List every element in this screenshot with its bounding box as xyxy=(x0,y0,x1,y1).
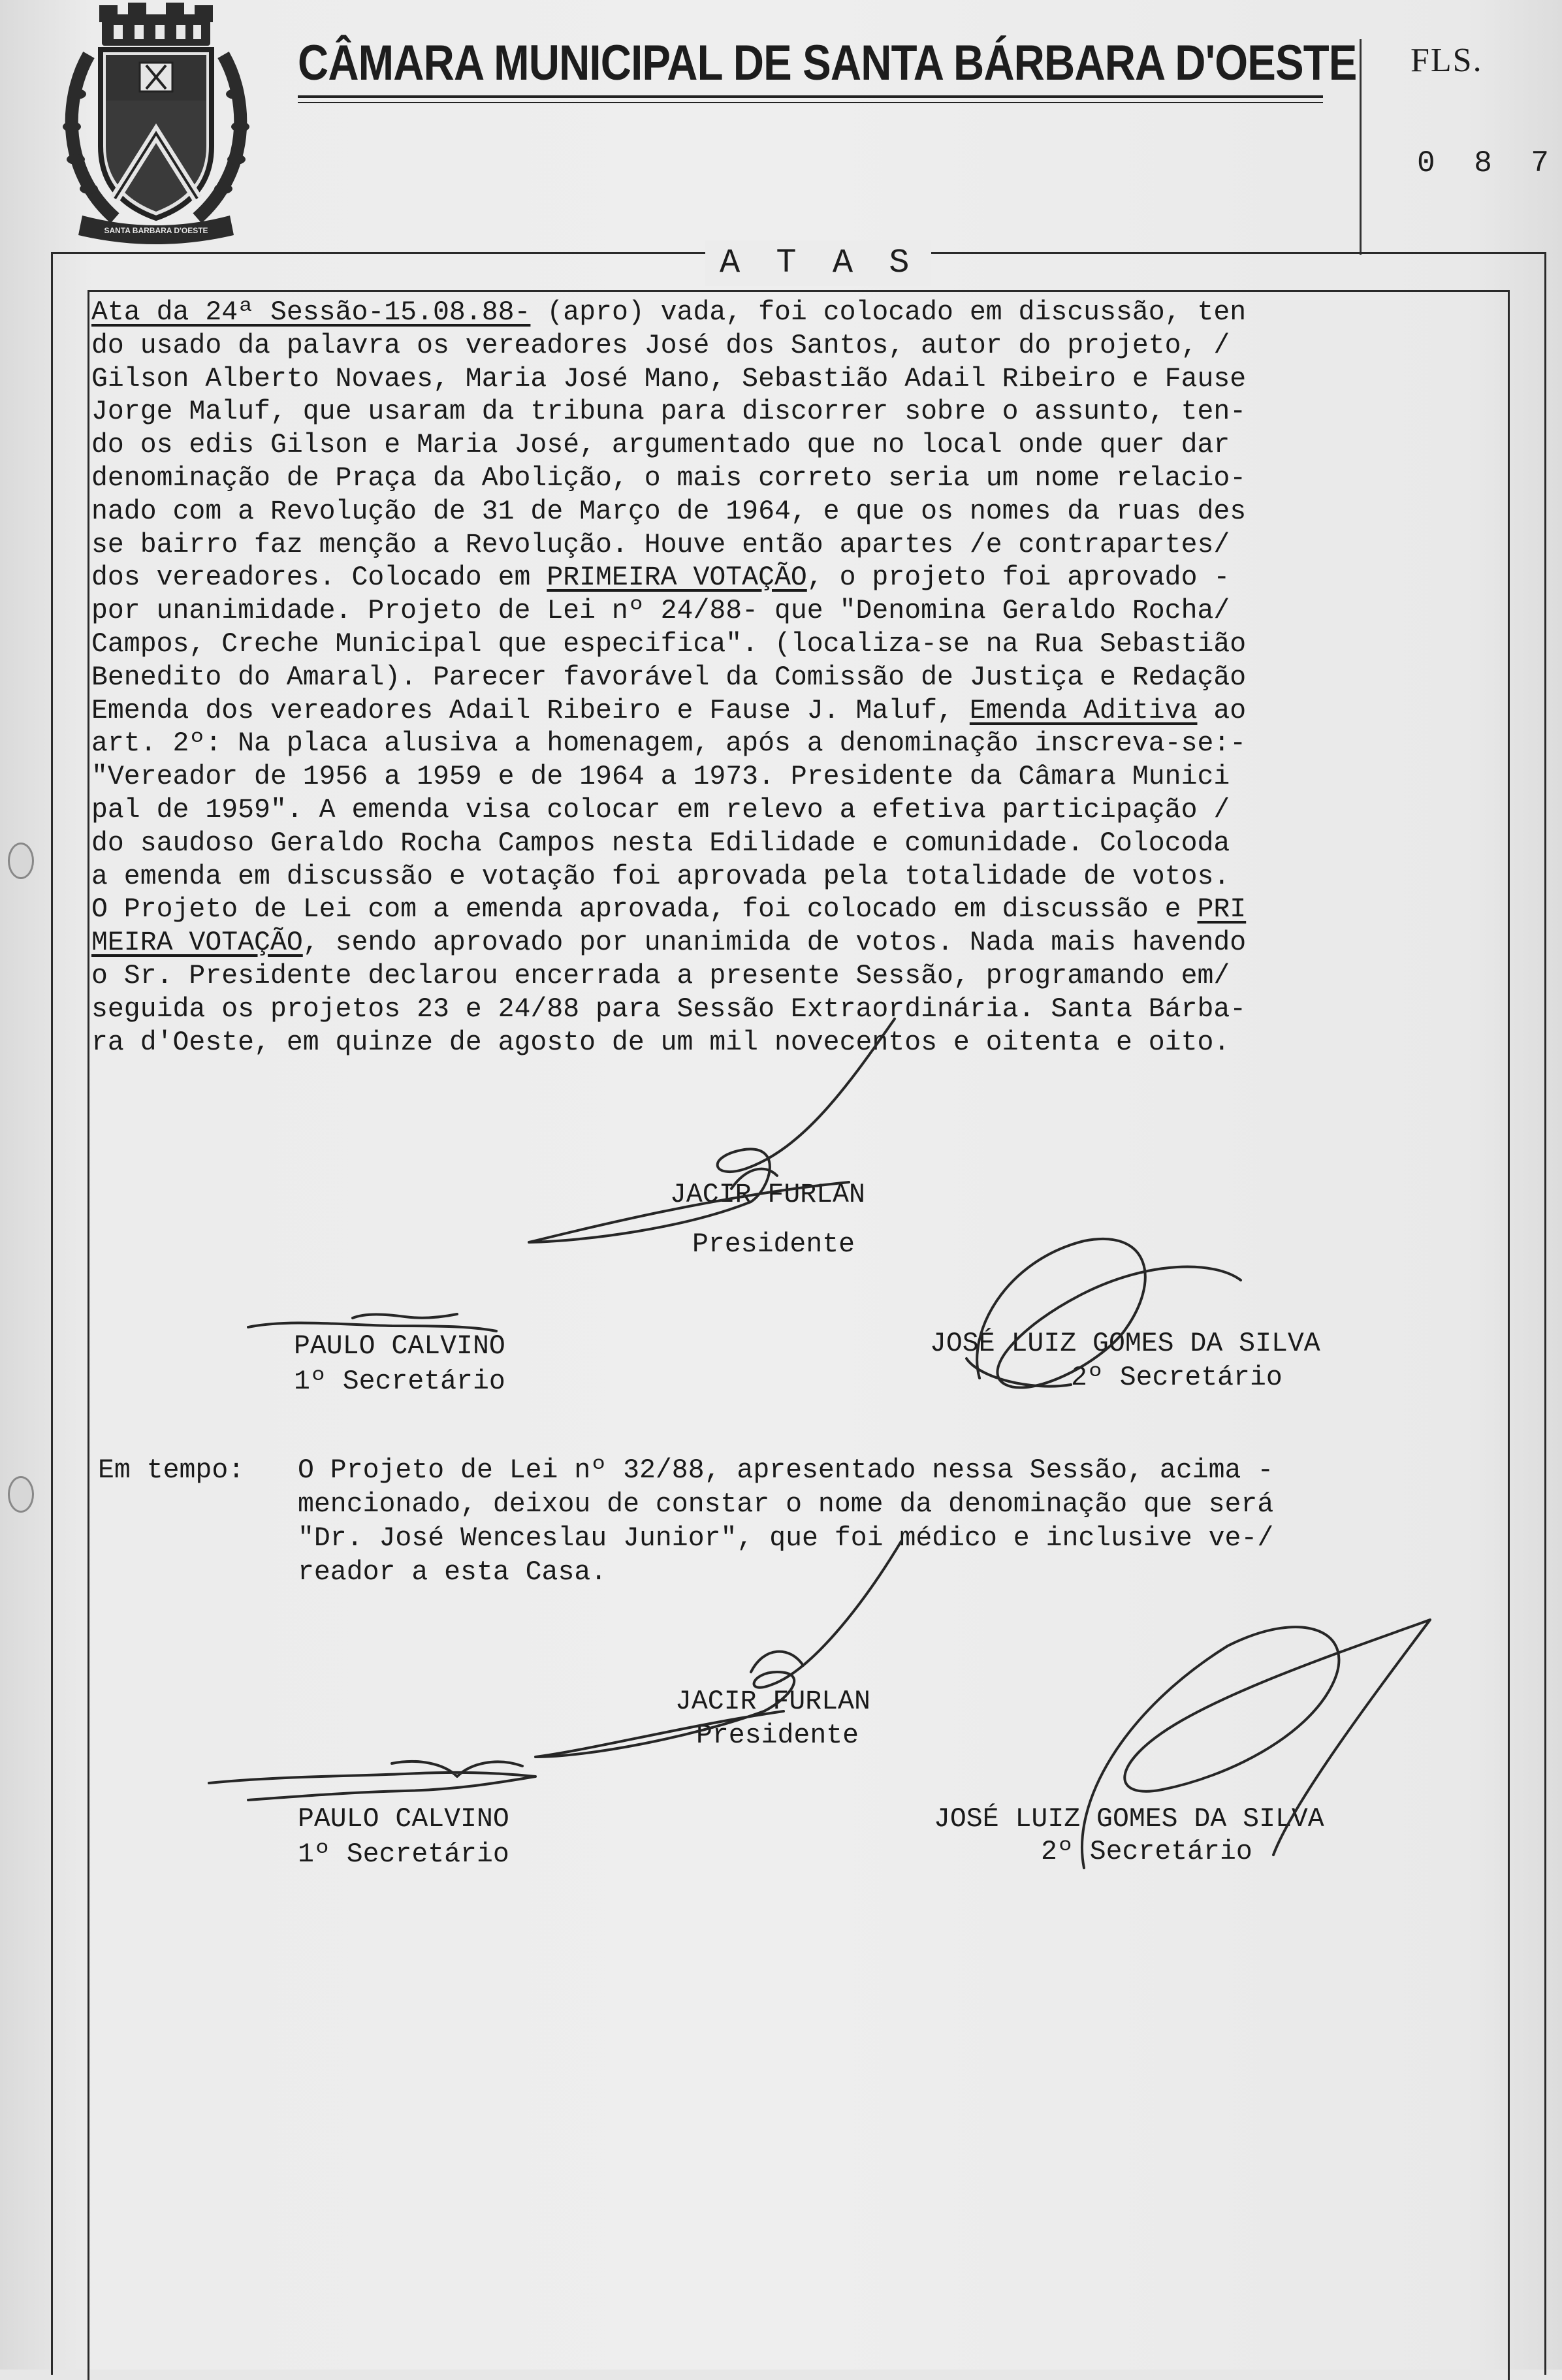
first-secretary-role: 1º Secretário xyxy=(298,1839,509,1870)
chamber-title: CÂMARA MUNICIPAL DE SANTA BÁRBARA D'OESTE xyxy=(298,35,1357,91)
addendum-line: "Dr. José Wenceslau Junior", que foi médico e inclusive ve-/ xyxy=(298,1523,1274,1554)
president-role: Presidente xyxy=(692,1229,855,1260)
minutes-line: "Vereador de 1956 a 1959 e de 1964 a 1973. Presidente da Câmara Munici xyxy=(91,762,1230,793)
minutes-line: dos vereadores. Colocado em xyxy=(91,562,547,594)
minutes-line: por unanimidade. Projeto de Lei nº 24/88- que "Denomina Geraldo Rocha/ xyxy=(91,596,1230,627)
first-secretary-role: 1º Secretário xyxy=(294,1366,505,1397)
minutes-heading: Ata da 24ª Sessão-15.08.88- xyxy=(91,297,531,328)
binder-hole xyxy=(8,1476,34,1513)
minutes-line: se bairro faz menção a Revolução. Houve então apartes /e contrapartes/ xyxy=(91,529,1230,560)
second-secretary-name: JOSÉ LUIZ GOMES DA SILVA xyxy=(934,1804,1324,1835)
first-secretary-name: PAULO CALVINO xyxy=(298,1804,509,1835)
president-role: Presidente xyxy=(696,1720,859,1751)
second-secretary-role: 2º Secretário xyxy=(1041,1837,1252,1867)
section-label-atas: A T A S xyxy=(705,240,931,286)
president-name: JACIR FURLAN xyxy=(670,1180,865,1210)
crest-banner-text: SANTA BARBARA D'OESTE xyxy=(104,226,208,235)
minutes-line: denominação de Praça da Abolição, o mais correto seria um nome relacio- xyxy=(91,462,1247,494)
minutes-line: (apro) vada, foi colocado em discussão, ten xyxy=(530,297,1247,328)
underlined-vote-label: PRIMEIRA VOTAÇÃO xyxy=(547,562,807,594)
binder-hole xyxy=(8,843,34,879)
minutes-line: art. 2º: Na placa alusiva a homenagem, após a denominação inscreva-se:- xyxy=(91,728,1247,760)
title-rule-thin xyxy=(298,102,1323,103)
addendum-line: mencionado, deixou de constar o nome da denominação que será xyxy=(298,1489,1274,1520)
minutes-line: o Sr. Presidente declarou encerrada a presente Sessão, programando em/ xyxy=(91,960,1230,991)
minutes-line: ao xyxy=(1197,695,1247,726)
minutes-line: Gilson Alberto Novaes, Maria José Mano, Sebastião Adail Ribeiro e Fause xyxy=(91,363,1247,394)
first-secretary-name: PAULO CALVINO xyxy=(294,1331,505,1362)
minutes-line: Emenda dos vereadores Adail Ribeiro e Fause J. Maluf, xyxy=(91,695,970,726)
second-secretary-name: JOSÉ LUIZ GOMES DA SILVA xyxy=(930,1328,1320,1359)
minutes-line: O Projeto de Lei com a emenda aprovada, foi colocado em discussão e xyxy=(91,894,1198,925)
minutes-line: Campos, Creche Municipal que especifica". (localiza-se na Rua Sebastião xyxy=(91,628,1247,660)
page-number: 0 8 7 xyxy=(1417,146,1560,180)
minutes-line: do usado da palavra os vereadores José dos Santos, autor do projeto, / xyxy=(91,330,1230,361)
minutes-line: pal de 1959". A emenda visa colocar em relevo a efetiva participação / xyxy=(91,794,1230,826)
minutes-line: do os edis Gilson e Maria José, argumentado que no local onde quer dar xyxy=(91,430,1230,461)
minutes-line: Benedito do Amaral). Parecer favorável da Comissão de Justiça e Redação xyxy=(91,662,1247,693)
addendum-line: reador a esta Casa. xyxy=(298,1557,607,1588)
second-secretary-role: 2º Secretário xyxy=(1071,1362,1283,1393)
minutes-line: seguida os projetos 23 e 24/88 para Sessão Extraordinária. Santa Bárba- xyxy=(91,993,1247,1025)
minutes-line: ra d'Oeste, em quinze de agosto de um mil novecentos e oitenta e oito. xyxy=(91,1027,1230,1058)
minutes-body xyxy=(91,297,1502,1059)
minutes-line: Jorge Maluf, que usaram da tribuna para discorrer sobre o assunto, ten- xyxy=(91,396,1247,428)
addendum-line: O Projeto de Lei nº 32/88, apresentado nessa Sessão, acima - xyxy=(298,1455,1274,1486)
minutes-line: , sendo aprovado por unanimida de votos. Nada mais havendo xyxy=(302,927,1247,959)
president-name: JACIR FURLAN xyxy=(675,1686,870,1717)
title-rule xyxy=(298,95,1323,98)
underlined-amendment-label: Emenda Aditiva xyxy=(969,695,1198,726)
minutes-line: do saudoso Geraldo Rocha Campos nesta Edilidade e comunidade. Colocoda xyxy=(91,828,1230,859)
folio-divider xyxy=(1360,39,1362,255)
addendum-label: Em tempo: xyxy=(98,1455,245,1486)
minutes-line: , o projeto foi aprovado - xyxy=(806,562,1230,594)
minutes-line: a emenda em discussão e votação foi aprovada pela totalidade de votos. xyxy=(91,861,1230,892)
underlined-vote-label: PRI xyxy=(1197,894,1247,925)
municipal-crest-icon xyxy=(63,3,249,244)
fls-label: FLS. xyxy=(1411,42,1483,79)
underlined-vote-label: MEIRA VOTAÇÃO xyxy=(91,927,303,959)
minutes-line: nado com a Revolução de 31 de Março de 1964, e que os nomes da ruas des xyxy=(91,496,1247,527)
